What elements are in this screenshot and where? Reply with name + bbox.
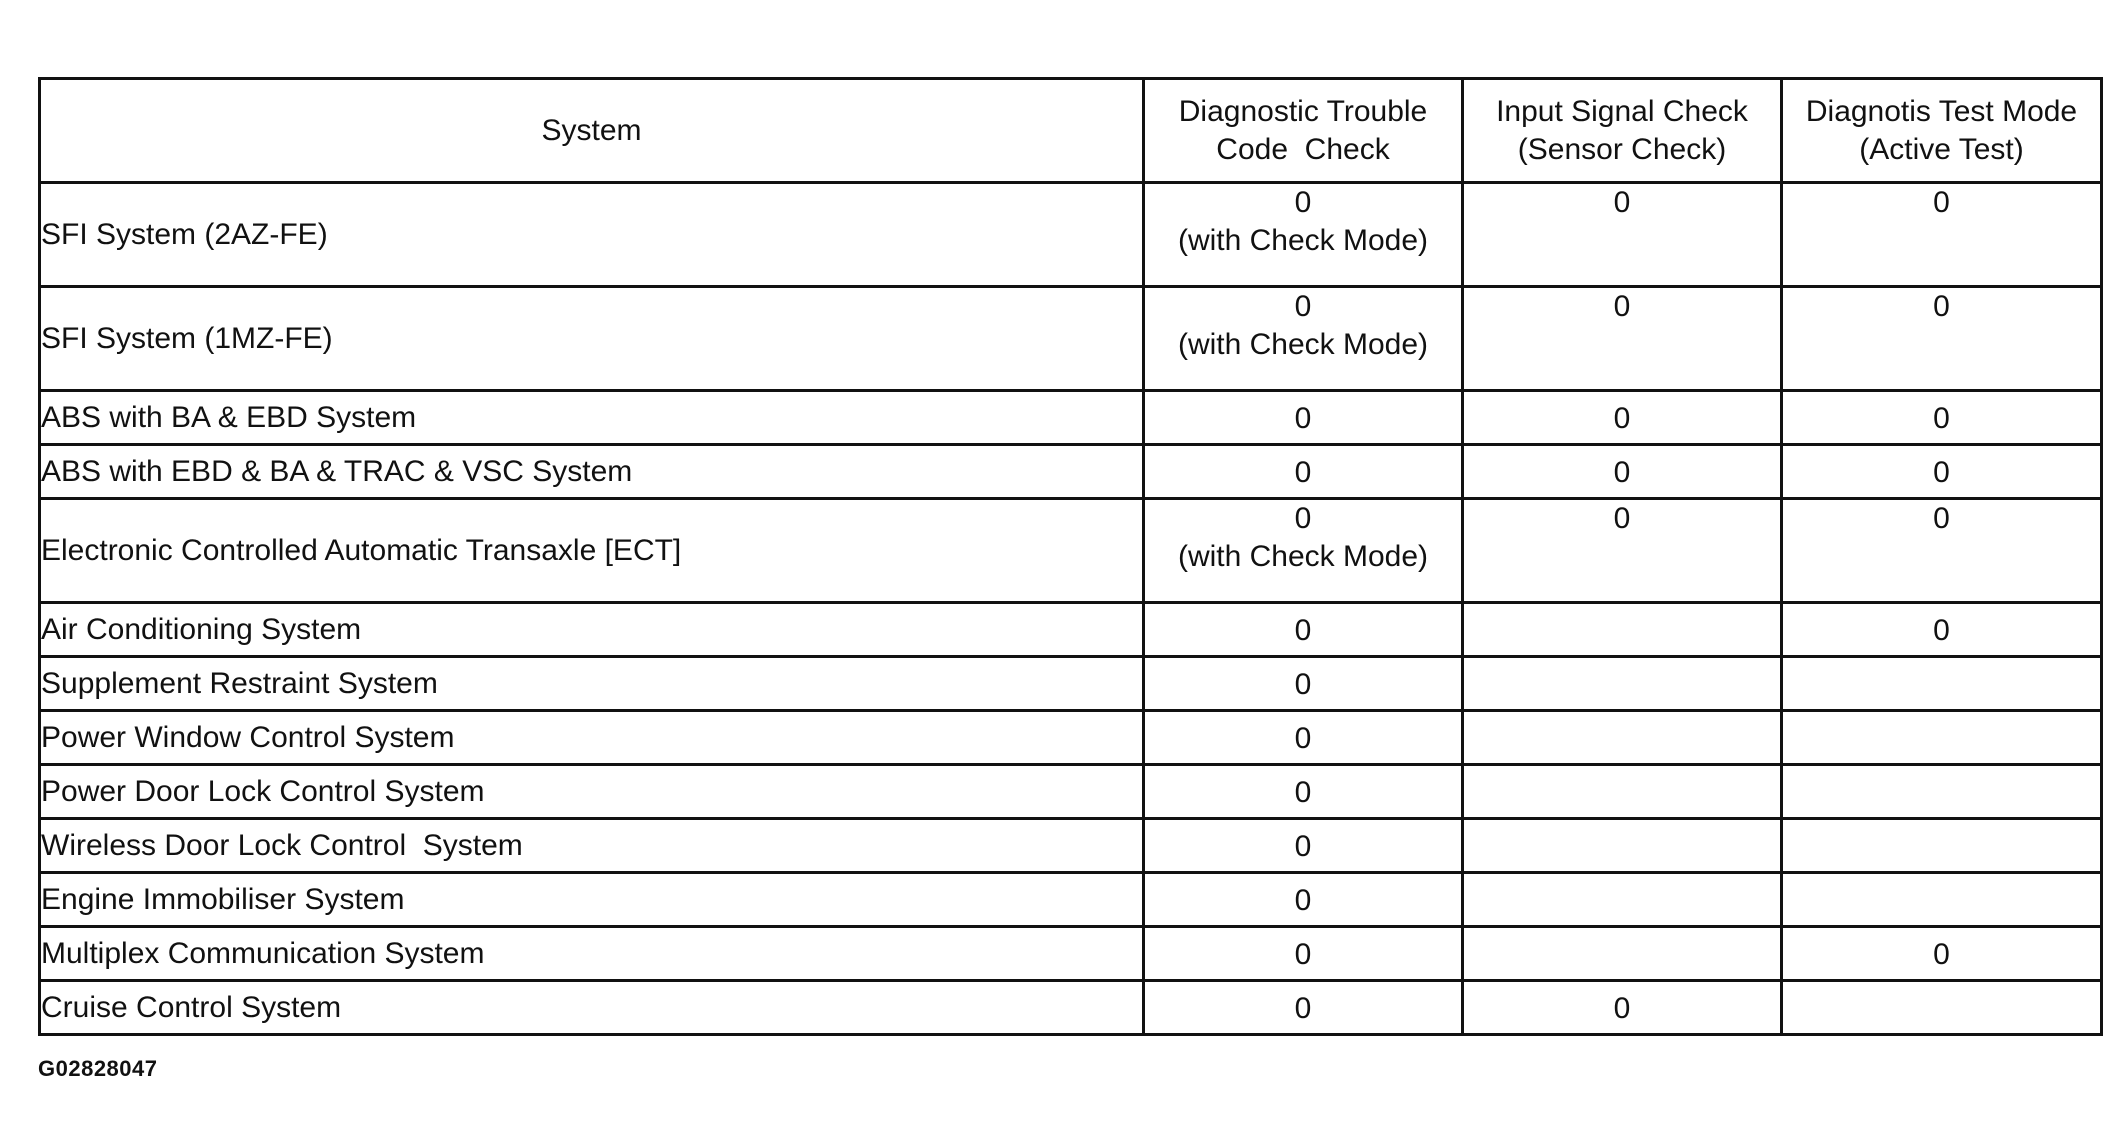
header-row [40,79,2102,183]
header-input-signal-check [1463,79,1782,183]
table-row [40,819,2102,873]
dtc-check-cell: 0 [1144,391,1463,445]
system-name-cell: Electronic Controlled Automatic Transaxle [ECT] [40,499,1144,603]
system-name-cell: Air Conditioning System [40,603,1144,657]
system-name-cell: Wireless Door Lock Control System [40,819,1144,873]
dtc-check-cell [1144,287,1463,391]
dtc-check-cell: 0 [1144,445,1463,499]
table-row [40,765,2102,819]
table-row [40,603,2102,657]
header-active-test-line-2: (Active Test) [1859,132,2024,166]
system-name-cell: Power Door Lock Control System [40,765,1144,819]
input-signal-cell [1463,603,1782,657]
input-signal-cell: 0 [1463,981,1782,1035]
input-signal-cell: 0 [1463,183,1782,287]
dtc-check-cell: 0 [1144,981,1463,1035]
dtc-check-cell: 0 [1144,765,1463,819]
table-row [40,287,2102,391]
table-row [40,183,2102,287]
input-signal-cell: 0 [1463,391,1782,445]
system-name-cell: ABS with BA & EBD System [40,391,1144,445]
dtc-check-cell: 0 [1144,711,1463,765]
active-test-cell: 0 [1782,287,2102,391]
active-test-cell: 0 [1782,183,2102,287]
system-name-cell: Engine Immobiliser System [40,873,1144,927]
input-signal-cell [1463,819,1782,873]
input-signal-cell [1463,657,1782,711]
input-signal-cell [1463,765,1782,819]
dtc-check-cell: 0 [1144,657,1463,711]
active-test-cell [1782,819,2102,873]
input-signal-cell: 0 [1463,287,1782,391]
dtc-check-cell: 0 [1144,819,1463,873]
dtc-check-cell: 0 [1144,873,1463,927]
system-name-cell: Supplement Restraint System [40,657,1144,711]
active-test-cell [1782,873,2102,927]
dtc-check-cell: 0 [1144,927,1463,981]
input-signal-cell [1463,927,1782,981]
figure-id: G02828047 [38,1056,158,1081]
dtc-check-cell [1144,183,1463,287]
dtc-check-note: (with Check Mode) [1177,539,1429,573]
active-test-cell: 0 [1782,445,2102,499]
active-test-cell [1782,765,2102,819]
header-active-test [1782,79,2102,183]
active-test-cell [1782,981,2102,1035]
table-row [40,873,2102,927]
dtc-check-value: 0 [1294,290,1312,323]
header-system: System [40,79,1144,183]
system-name-cell: ABS with EBD & BA & TRAC & VSC System [40,445,1144,499]
system-name-cell: Cruise Control System [40,981,1144,1035]
system-name-cell: SFI System (1MZ-FE) [40,287,1144,391]
active-test-cell [1782,711,2102,765]
system-name-cell: Power Window Control System [40,711,1144,765]
header-dtc-line-1: Diagnostic Trouble [1178,95,1428,128]
header-dtc-check [1144,79,1463,183]
active-test-cell [1782,657,2102,711]
input-signal-cell [1463,873,1782,927]
dtc-check-cell [1144,499,1463,603]
table-row [40,391,2102,445]
table-row [40,711,2102,765]
dtc-check-note: (with Check Mode) [1177,223,1429,257]
table-row [40,657,2102,711]
active-test-cell: 0 [1782,499,2102,603]
table-row [40,927,2102,981]
header-input-signal-line-1: Input Signal Check [1496,95,1748,128]
system-name-cell: SFI System (2AZ-FE) [40,183,1144,287]
dtc-check-value: 0 [1294,186,1312,219]
header-active-test-line-1: Diagnotis Test Mode [1805,95,2078,128]
table-row [40,445,2102,499]
header-dtc-line-2: Code Check [1216,132,1390,166]
table-row [40,981,2102,1035]
input-signal-cell: 0 [1463,499,1782,603]
active-test-cell: 0 [1782,391,2102,445]
dtc-check-cell: 0 [1144,603,1463,657]
active-test-cell: 0 [1782,927,2102,981]
input-signal-cell: 0 [1463,445,1782,499]
header-input-signal-line-2: (Sensor Check) [1517,132,1727,166]
system-name-cell: Multiplex Communication System [40,927,1144,981]
dtc-check-value: 0 [1294,502,1312,535]
table-row [40,499,2102,603]
dtc-check-note: (with Check Mode) [1177,327,1429,361]
diagnosis-function-table [38,77,2103,1036]
active-test-cell: 0 [1782,603,2102,657]
input-signal-cell [1463,711,1782,765]
